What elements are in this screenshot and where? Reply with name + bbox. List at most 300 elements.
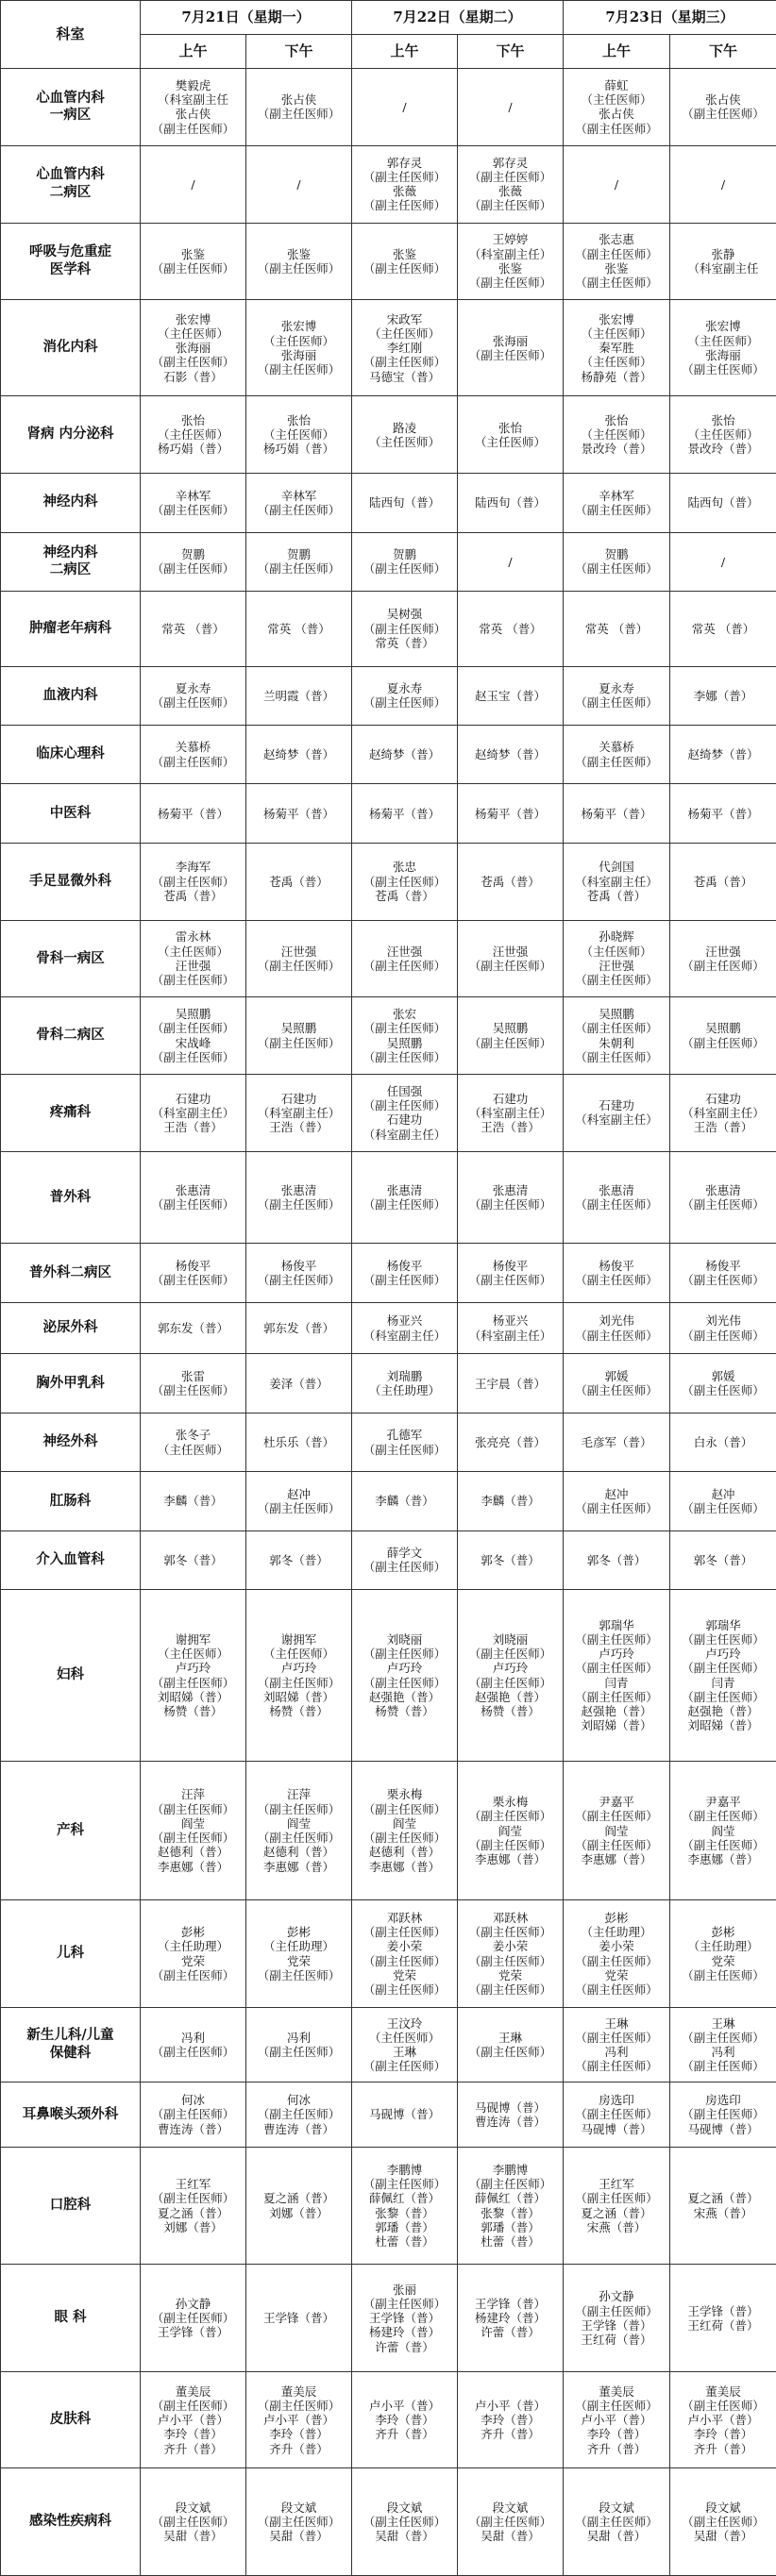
department-name [1, 1900, 141, 2008]
doctor-entry-line: 赵德利（普） [368, 1845, 440, 1860]
department-name-line: 保健科 [49, 2045, 92, 2062]
doctor-entry-line: （副主任医师） [682, 1809, 765, 1824]
doctor-entry-line: 李惠娜（普） [157, 1859, 228, 1874]
schedule-cell-day1-pm [246, 223, 352, 300]
doctor-entry-line: 董美辰 [175, 2384, 211, 2399]
schedule-cell-day2-pm [458, 1354, 564, 1413]
doctor-entry-line: （副主任医师） [151, 1197, 235, 1213]
schedule-cell-day3-pm [670, 725, 776, 783]
doctor-entry-line: （副主任医师） [363, 260, 447, 276]
schedule-cell-day1-pm [246, 145, 352, 223]
schedule-cell-day1-am [141, 2372, 246, 2468]
doctor-entry-line: （副主任医师） [363, 1273, 447, 1288]
schedule-row [1, 2372, 776, 2468]
doctor-entry-line: 段文斌 [705, 2500, 741, 2515]
doctor-entry-line: 苍禹（普） [693, 874, 753, 889]
doctor-entry-line: （副主任医师） [468, 1982, 552, 1998]
schedule-cell-day3-pm [670, 2468, 776, 2576]
doctor-entry-line: （副主任医师） [151, 1021, 235, 1036]
doctor-entry-line: 任国强 [386, 1083, 423, 1098]
doctor-entry-line: （副主任医师） [575, 1982, 658, 1998]
doctor-entry-line: （副主任医师） [468, 2045, 552, 2060]
schedule-row [1, 2147, 776, 2265]
doctor-entry-line: （科室副主任） [682, 1105, 765, 1120]
morning-header: 上午 [564, 35, 670, 69]
schedule-cell-day1-am [141, 2468, 246, 2576]
doctor-entry-line: 杨菊平（普） [368, 806, 440, 821]
schedule-cell-day2-am [352, 1244, 458, 1302]
doctor-entry-line: 党荣 [498, 1967, 522, 1982]
department-name-line: 神经内科 [42, 544, 98, 560]
schedule-cell-day1-am [141, 1075, 246, 1152]
doctor-entry-line: 齐升（普） [693, 2441, 753, 2456]
doctor-entry-line: 刘娜（普） [163, 2219, 223, 2234]
schedule-row [1, 532, 776, 591]
doctor-entry-line: 彭彬 [711, 1925, 735, 1940]
doctor-entry-line: 薛佩红（普） [474, 2191, 546, 2206]
doctor-entry-line: 王学锋（普） [687, 2303, 759, 2318]
doctor-entry-line: （副主任医师） [257, 1675, 341, 1690]
doctor-entry-line: 郭东发（普） [262, 1321, 334, 1336]
doctor-entry-line: （副主任医师） [151, 2045, 235, 2060]
schedule-row [1, 1761, 776, 1900]
doctor-entry-line: （科室副主任） [363, 1127, 447, 1142]
department-name [1, 145, 141, 223]
doctor-entry-line: （副主任医师） [363, 2296, 447, 2311]
doctor-entry-line: 赵绮梦（普） [687, 747, 759, 762]
doctor-entry-line: （副主任医师） [468, 1647, 552, 1661]
doctor-entry-line: 赵绮梦（普） [474, 747, 546, 762]
doctor-entry-line: 张海丽 [492, 333, 529, 348]
doctor-entry-line: 孙文静 [175, 2296, 211, 2311]
doctor-entry-line: （科室副主任） [151, 1105, 235, 1120]
schedule-cell-day1-am [141, 532, 246, 591]
doctor-entry-line: 杨菊平（普） [157, 806, 228, 821]
doctor-entry-line: 汪世强 [280, 944, 317, 959]
schedule-cell-day2-am [352, 2083, 458, 2147]
doctor-entry-line: 杨赞（普） [481, 1704, 540, 1718]
doctor-entry-line: （副主任医师） [363, 1925, 447, 1940]
doctor-entry-line: （副主任医师） [151, 2311, 235, 2326]
doctor-entry-line: 杨菊平（普） [262, 806, 334, 821]
doctor-entry-line: 吴照鹏 [492, 1021, 529, 1036]
doctor-entry-line: （副主任医师） [257, 362, 341, 377]
doctor-entry-line: （副主任医师） [363, 958, 447, 973]
schedule-cell-day2-pm [458, 920, 564, 997]
schedule-cell-day2-pm [458, 532, 564, 591]
doctor-entry-line: （副主任医师） [363, 169, 447, 184]
doctor-entry-line: 谢拥军 [175, 1631, 211, 1647]
schedule-cell-day3-pm [670, 300, 776, 396]
schedule-row [1, 843, 776, 920]
doctor-entry-line: 王宇晨（普） [474, 1376, 546, 1391]
doctor-entry-line: 王浩（普） [693, 1120, 753, 1135]
schedule-cell-day1-am [141, 2265, 246, 2372]
doctor-entry-line: 李惠娜（普） [687, 1852, 759, 1867]
doctor-entry-line: 张惠清 [175, 1182, 211, 1197]
doctor-entry-line: （副主任医师） [575, 695, 658, 711]
doctor-entry-line: 夏之涵（普） [157, 2205, 228, 2220]
schedule-cell-day3-pm [670, 1354, 776, 1413]
schedule-cell-day2-am [352, 843, 458, 920]
schedule-row [1, 2265, 776, 2372]
doctor-entry-line: 张占侠 [599, 107, 634, 122]
doctor-entry-line: （副主任医师） [151, 2191, 235, 2206]
department-name-line: 骨科二病区 [36, 1027, 105, 1044]
doctor-entry-line: 赵强艳（普） [581, 1704, 652, 1718]
doctor-entry-line: 彭彬 [180, 1925, 205, 1940]
schedule-cell-day3-am [564, 223, 670, 300]
schedule-row [1, 1590, 776, 1762]
department-name [1, 997, 141, 1075]
doctor-entry-line: （主任医师） [581, 92, 652, 108]
department-name [1, 2468, 141, 2576]
doctor-entry-line: 张丽 [392, 2282, 416, 2297]
schedule-cell-day2-am [352, 666, 458, 725]
department-name-line: 肿瘤老年病科 [29, 619, 111, 636]
schedule-cell-day3-pm [670, 843, 776, 920]
doctor-entry-line: 李鹏博 [492, 2162, 529, 2177]
doctor-entry-line: 张怡 [180, 412, 205, 427]
schedule-cell-day2-am [352, 69, 458, 146]
schedule-cell-day1-pm [246, 2008, 352, 2083]
schedule-cell-day3-am [564, 1472, 670, 1531]
doctor-entry-line: 张海丽 [705, 347, 741, 362]
doctor-entry-line: （副主任医师） [575, 2303, 658, 2318]
department-name [1, 2147, 141, 2265]
doctor-entry-line: 卢巧玲 [386, 1661, 423, 1676]
doctor-entry-line: （副主任医师） [257, 561, 341, 577]
doctor-entry-line: 夏永寿 [175, 681, 211, 695]
schedule-row [1, 2083, 776, 2147]
doctor-entry-line: 谢拥军 [280, 1631, 317, 1647]
doctor-entry-line: 汪萍 [286, 1787, 311, 1802]
doctor-entry-line: （主任助理） [262, 1939, 334, 1954]
doctor-entry-line: （主任助理） [157, 1939, 228, 1954]
doctor-entry-line: 朱朝利 [599, 1035, 634, 1050]
doctor-entry-line: / [508, 99, 513, 114]
doctor-entry-line: 王琳 [498, 2030, 522, 2045]
schedule-cell-day2-am [352, 1472, 458, 1531]
department-name [1, 2083, 141, 2147]
department-name-line: 耳鼻喉头颈外科 [22, 2105, 119, 2122]
doctor-entry-line: （副主任医师） [257, 2107, 341, 2122]
doctor-entry-line: 赵强艳（普） [687, 1704, 759, 1718]
doctor-entry-line: （副主任医师） [575, 276, 658, 291]
doctor-entry-line: 苍禹（普） [586, 888, 647, 903]
doctor-entry-line: 郭媛 [711, 1368, 735, 1383]
schedule-cell-day1-am [141, 69, 246, 146]
doctor-entry-line: 张鉴 [286, 246, 311, 261]
schedule-cell-day1-am [141, 223, 246, 300]
doctor-entry-line: （副主任医师） [363, 1801, 447, 1816]
doctor-entry-line: 邓跃林 [492, 1910, 529, 1925]
doctor-entry-line: 李麟（普） [481, 1494, 540, 1509]
doctor-entry-line: 辛林军 [280, 488, 317, 503]
doctor-entry-line: 李玲（普） [586, 2427, 647, 2442]
schedule-cell-day1-pm [246, 1900, 352, 2008]
doctor-entry-line: 汪世强 [599, 958, 634, 973]
doctor-entry-line: 张黎（普） [481, 2205, 540, 2220]
schedule-cell-day1-pm [246, 1151, 352, 1244]
doctor-entry-line: 路凌 [392, 420, 416, 435]
schedule-row [1, 1531, 776, 1589]
department-name [1, 784, 141, 843]
doctor-entry-line: 石建功 [705, 1091, 741, 1106]
department-name [1, 2265, 141, 2372]
doctor-entry-line: 王浩（普） [269, 1120, 329, 1135]
doctor-entry-line: 赵冲 [711, 1486, 735, 1501]
schedule-cell-day2-am [352, 784, 458, 843]
schedule-cell-day1-am [141, 1151, 246, 1244]
doctor-entry-line: 毛彦军（普） [581, 1434, 652, 1449]
department-name-line: 二病区 [49, 184, 92, 201]
schedule-cell-day1-pm [246, 1354, 352, 1413]
doctor-entry-line: 赵强艳（普） [368, 1689, 440, 1704]
doctor-entry-line: （副主任医师） [363, 2514, 447, 2529]
doctor-entry-line: （副主任医师） [363, 874, 447, 889]
schedule-cell-day2-am [352, 300, 458, 396]
doctor-entry-line: 郭冬（普） [269, 1552, 329, 1567]
doctor-entry-line: 宋战峰 [175, 1035, 211, 1050]
doctor-entry-line: 吴甜（普） [693, 2529, 753, 2544]
doctor-entry-line: （副主任医师） [682, 1501, 765, 1516]
doctor-entry-line: （副主任医师） [151, 2514, 235, 2529]
department-name [1, 1354, 141, 1413]
doctor-entry-line: 赵绮梦（普） [262, 747, 334, 762]
schedule-cell-day2-pm [458, 145, 564, 223]
schedule-cell-day1-am [141, 997, 246, 1075]
doctor-entry-line: 曹连涛（普） [262, 2121, 334, 2136]
doctor-entry-line: （副主任医师） [257, 502, 341, 517]
doctor-entry-line: 张占侠 [280, 92, 317, 108]
doctor-entry-line: 夏之涵（普） [687, 2191, 759, 2206]
schedule-row [1, 1302, 776, 1354]
doctor-entry-line: （副主任医师） [682, 362, 765, 377]
doctor-entry-line: 张鉴 [392, 246, 416, 261]
schedule-cell-day3-pm [670, 2265, 776, 2372]
schedule-cell-day3-pm [670, 997, 776, 1075]
doctor-entry-line: 董美辰 [599, 2384, 634, 2399]
doctor-entry-line: （副主任医师） [575, 2191, 658, 2206]
doctor-entry-line: 王学锋（普） [157, 2325, 228, 2340]
schedule-cell-day3-am [564, 532, 670, 591]
doctor-entry-line: （副主任医师） [151, 561, 235, 577]
schedule-cell-day3-pm [670, 1590, 776, 1762]
doctor-entry-line: 李玲（普） [163, 2427, 223, 2442]
doctor-entry-line: 王浩（普） [481, 1120, 540, 1135]
schedule-row [1, 1151, 776, 1244]
doctor-entry-line: 李惠娜（普） [262, 1859, 334, 1874]
doctor-entry-line: （副主任医师） [575, 502, 658, 517]
doctor-entry-line: 石建功 [175, 1091, 211, 1106]
doctor-entry-line: 杜蕾（普） [375, 2234, 434, 2250]
doctor-entry-line: （副主任医师） [257, 107, 341, 122]
doctor-entry-line: 吴甜（普） [163, 2529, 223, 2544]
schedule-cell-day2-pm [458, 1413, 564, 1471]
doctor-entry-line: / [402, 99, 407, 114]
doctor-entry-line: 刘瑞鹏 [386, 1368, 423, 1383]
schedule-cell-day3-am [564, 300, 670, 396]
doctor-entry-line: 汪世强 [705, 944, 741, 959]
doctor-entry-line: 马德宝（普） [368, 369, 440, 384]
doctor-entry-line: 贺鹏 [392, 547, 416, 562]
doctor-entry-line: 李鹏博 [386, 2162, 423, 2177]
doctor-entry-line: 杨赞（普） [163, 1704, 223, 1718]
schedule-cell-day1-am [141, 1413, 246, 1471]
doctor-entry-line: （副主任医师） [363, 198, 447, 213]
doctor-entry-line: 张志惠 [599, 232, 634, 247]
doctor-entry-line: 张海丽 [175, 341, 211, 356]
doctor-entry-line: 冯利 [180, 2030, 205, 2045]
doctor-entry-line: 栗永梅 [386, 1787, 423, 1802]
doctor-entry-line: 王红军 [175, 2177, 211, 2192]
doctor-entry-line: 赵绮梦（普） [368, 747, 440, 762]
schedule-cell-day1-am [141, 1900, 246, 2008]
schedule-row [1, 300, 776, 396]
schedule-cell-day2-am [352, 2468, 458, 2576]
schedule-cell-day3-am [564, 69, 670, 146]
schedule-cell-day3-pm [670, 1761, 776, 1900]
schedule-cell-day3-pm [670, 1075, 776, 1152]
doctor-entry-line: （副主任医师） [363, 1098, 447, 1113]
schedule-cell-day1-pm [246, 843, 352, 920]
doctor-entry-line: 党荣 [180, 1953, 205, 1968]
doctor-entry-line: 李玲（普） [375, 2413, 434, 2427]
schedule-cell-day3-pm [670, 592, 776, 666]
doctor-entry-line: 阎莹 [604, 1823, 629, 1838]
schedule-cell-day2-pm [458, 1244, 564, 1302]
doctor-entry-line: 关慕桥 [175, 740, 211, 755]
doctor-entry-line: 邓跃林 [386, 1910, 423, 1925]
schedule-cell-day2-am [352, 920, 458, 997]
schedule-cell-day3-pm [670, 532, 776, 591]
date-header-day3: 7月23日（星期三） [564, 1, 776, 35]
doctor-entry-line: （科室副主任） [575, 1112, 658, 1128]
doctor-entry-line: （副主任医师） [575, 2107, 658, 2122]
doctor-entry-line: （副主任医师） [363, 1021, 447, 1036]
schedule-cell-day2-pm [458, 784, 564, 843]
doctor-entry-line: （副主任医师） [151, 1801, 235, 1816]
schedule-cell-day3-am [564, 474, 670, 532]
doctor-entry-line: 许蕾（普） [375, 2339, 434, 2354]
doctor-entry-line: （副主任医师） [151, 260, 235, 276]
doctor-entry-line: （主任医师） [157, 427, 228, 443]
doctor-entry-line: （主任医师） [157, 1442, 228, 1457]
doctor-entry-line: （副主任医师） [682, 1689, 765, 1704]
department-name-line: 泌尿外科 [42, 1319, 98, 1336]
doctor-entry-line: （副主任医师） [682, 1383, 765, 1398]
schedule-cell-day1-pm [246, 474, 352, 532]
department-name-line: 消化内科 [42, 339, 98, 356]
department-name-line: 肾病 内分泌科 [26, 426, 114, 443]
schedule-cell-day3-am [564, 2265, 670, 2372]
schedule-cell-day1-am [141, 725, 246, 783]
schedule-row [1, 784, 776, 843]
afternoon-header: 下午 [246, 35, 352, 69]
doctor-entry-line: 杨俊平 [705, 1258, 741, 1273]
doctor-entry-line: 张怡 [498, 420, 522, 435]
doctor-entry-line: 段文斌 [386, 2500, 423, 2515]
doctor-entry-line: 陆西旬（普） [368, 495, 440, 510]
morning-header: 上午 [352, 35, 458, 69]
doctor-entry-line: 杨菊平（普） [687, 806, 759, 821]
doctor-entry-line: 郭冬（普） [481, 1552, 540, 1567]
doctor-entry-line: 党荣 [286, 1953, 311, 1968]
schedule-cell-day3-pm [670, 1900, 776, 2008]
department-name-line: 眼 科 [54, 2309, 87, 2326]
doctor-entry-line: 董美辰 [280, 2384, 317, 2399]
doctor-entry-line: 冯利 [604, 2045, 629, 2060]
department-name [1, 1531, 141, 1589]
doctor-entry-line: 张宏 [392, 1007, 416, 1022]
doctor-entry-line: 赵强艳（普） [474, 1689, 546, 1704]
schedule-cell-day2-am [352, 2372, 458, 2468]
schedule-cell-day1-am [141, 843, 246, 920]
schedule-row [1, 1354, 776, 1413]
doctor-entry-line: 刘昭娣（普） [157, 1689, 228, 1704]
doctor-entry-line: （科室副主任） [468, 1105, 552, 1120]
doctor-entry-line: （副主任医师） [575, 2398, 658, 2413]
schedule-cell-day1-pm [246, 396, 352, 474]
department-name [1, 1761, 141, 1900]
schedule-row [1, 725, 776, 783]
date-header-day2: 7月22日（星期二） [352, 1, 564, 35]
doctor-entry-line: 李麟（普） [375, 1494, 434, 1509]
doctor-entry-line: 苍禹（普） [163, 888, 223, 903]
doctor-entry-line: 杨静苑（普） [581, 369, 652, 384]
doctor-entry-line: （副主任医师） [575, 1661, 658, 1676]
schedule-cell-day1-pm [246, 2468, 352, 2576]
schedule-cell-day2-pm [458, 69, 564, 146]
doctor-entry-line: 杨俊平 [280, 1258, 317, 1273]
doctor-entry-line: 吴照鹏 [599, 1007, 634, 1022]
doctor-entry-line: （主任医师） [157, 944, 228, 959]
schedule-cell-day2-pm [458, 1472, 564, 1531]
schedule-row [1, 666, 776, 725]
doctor-entry-line: （副主任医师） [151, 754, 235, 769]
schedule-cell-day1-am [141, 2083, 246, 2147]
department-name-line: 儿科 [57, 1945, 84, 1962]
doctor-entry-line: 刘晓丽 [386, 1631, 423, 1647]
doctor-entry-line: （副主任医师） [468, 276, 552, 291]
doctor-entry-line: （副主任医师） [151, 874, 235, 889]
schedule-cell-day2-pm [458, 2147, 564, 2265]
doctor-entry-line: 王学锋（普） [368, 2311, 440, 2326]
doctor-entry-line: （科室副主任） [257, 1105, 341, 1120]
department-name [1, 1075, 141, 1152]
schedule-cell-day3-am [564, 2468, 670, 2576]
doctor-entry-line: 郭存灵 [492, 155, 529, 170]
doctor-entry-line: 卢小平（普） [157, 2413, 228, 2427]
schedule-cell-day3-am [564, 592, 670, 666]
doctor-entry-line: 张惠清 [280, 1182, 317, 1197]
doctor-entry-line: 郭璠（普） [481, 2219, 540, 2234]
doctor-entry-line: （副主任医师） [575, 1953, 658, 1968]
doctor-entry-line: 樊毅虎 [175, 77, 211, 92]
schedule-cell-day2-pm [458, 300, 564, 396]
doctor-entry-line: 郭瑞华 [599, 1617, 634, 1632]
schedule-row [1, 396, 776, 474]
doctor-entry-line: 栗永梅 [492, 1795, 529, 1810]
schedule-cell-day1-pm [246, 666, 352, 725]
doctor-entry-line: 李红刚 [386, 341, 423, 356]
morning-header: 上午 [141, 35, 246, 69]
doctor-entry-line: / [296, 176, 301, 192]
doctor-entry-line: 阎莹 [286, 1815, 311, 1831]
schedule-cell-day2-pm [458, 997, 564, 1075]
doctor-entry-line: 吴树强 [386, 607, 423, 622]
